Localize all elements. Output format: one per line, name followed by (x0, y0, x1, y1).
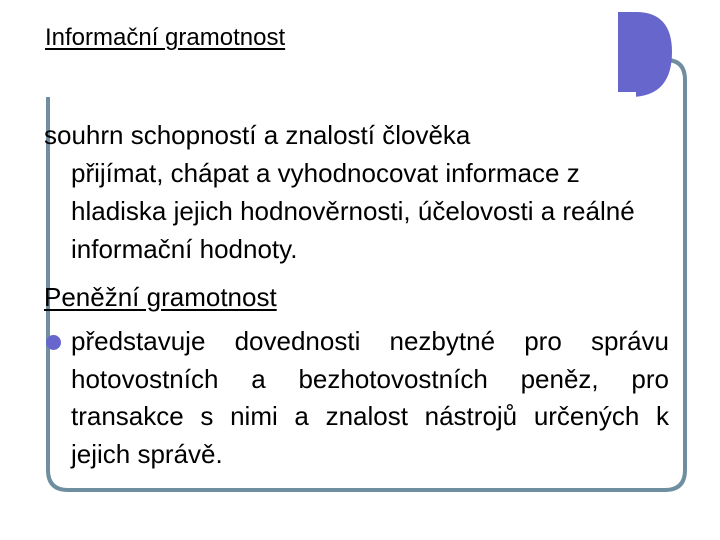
title-divider (28, 92, 636, 97)
definition-continuation: přijímat, chápat a vyhodnocovat informace z hladiska jejich hodnověrnosti, účelovosti a reálné informační hodnoty. (71, 158, 635, 264)
definition-first-line: souhrn schopností a znalostí člověka (44, 120, 471, 150)
slide-title: Informační gramotnost (45, 24, 286, 51)
bullet-text: představuje dovednosti nezbytné pro správu hotovostních a bezhotovostních peněz, pro transakce s nimi a znalost nástrojů určených k jejich správě. (71, 326, 669, 469)
bullet-dot-icon (46, 335, 61, 350)
section-heading: Peněžní gramotnost (44, 282, 277, 312)
bullet-item (44, 323, 669, 473)
definition-paragraph (44, 116, 674, 268)
